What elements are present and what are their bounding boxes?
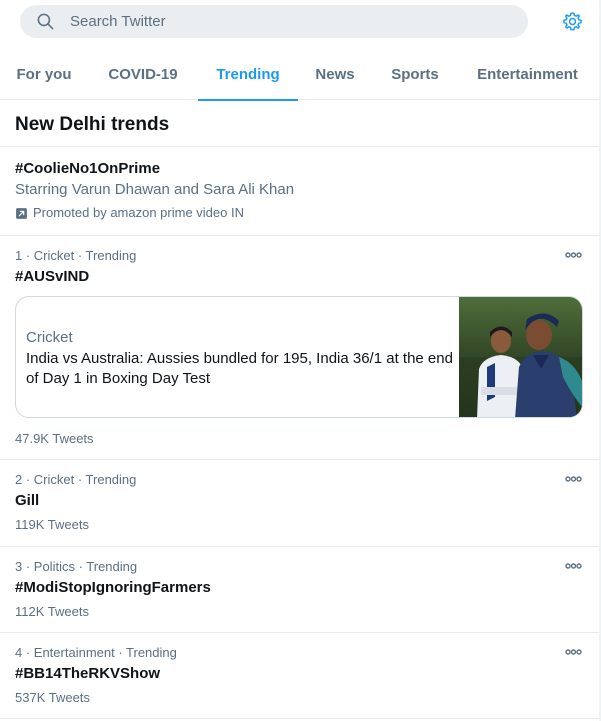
news-card-category: Cricket <box>26 329 73 346</box>
more-icon[interactable] <box>565 475 582 483</box>
trend-tweet-count: 112K Tweets <box>15 604 89 619</box>
news-card-headline: India vs Australia: Aussies bundled for 195, India 36/1 at the end of Day 1 in Boxing Day Test <box>26 350 453 387</box>
trend-name: #ModiStopIgnoringFarmers <box>15 579 211 596</box>
news-card[interactable] <box>15 296 583 418</box>
trend-item[interactable] <box>0 236 599 460</box>
trend-meta: 4 · Entertainment · Trending <box>15 645 177 660</box>
search-input[interactable] <box>70 5 510 38</box>
gear-icon[interactable] <box>562 11 583 32</box>
trend-tweet-count: 537K Tweets <box>15 690 90 705</box>
promoted-trend-name: #CoolieNo1OnPrime <box>15 160 161 177</box>
promoted-icon <box>15 207 28 220</box>
trend-meta: 1 · Cricket · Trending <box>15 248 137 263</box>
tab-for-you[interactable]: For you <box>16 65 72 83</box>
search-row <box>20 5 590 38</box>
tab-sports[interactable]: Sports <box>391 65 439 83</box>
trend-meta: 3 · Politics · Trending <box>15 559 138 574</box>
explore-tabs <box>0 48 599 100</box>
trend-meta: 2 · Cricket · Trending <box>15 472 137 487</box>
section-title: New Delhi trends <box>0 101 599 147</box>
trend-name: Gill <box>15 492 40 509</box>
more-icon[interactable] <box>565 648 582 656</box>
news-card-text <box>26 328 456 389</box>
trend-name: #AUSvIND <box>15 268 90 285</box>
trend-tweet-count: 47.9K Tweets <box>15 431 94 446</box>
promoted-trend-subtitle: Starring Varun Dhawan and Sara Ali Khan <box>15 181 295 198</box>
more-icon[interactable] <box>565 251 582 259</box>
more-icon[interactable] <box>565 562 582 570</box>
tab-news[interactable]: News <box>315 65 355 83</box>
tab-trending[interactable] <box>198 48 298 100</box>
promoted-trend[interactable] <box>0 147 599 236</box>
trend-item[interactable] <box>0 633 599 719</box>
trend-item[interactable] <box>0 547 599 633</box>
search-icon <box>36 12 55 31</box>
trend-name: #BB14TheRKVShow <box>15 665 161 682</box>
tab-entertainment[interactable]: Entertainment <box>477 65 578 83</box>
promoted-by-text: Promoted by amazon prime video IN <box>33 205 244 220</box>
trend-tweet-count: 119K Tweets <box>15 517 89 532</box>
tab-covid-19[interactable]: COVID-19 <box>108 65 178 83</box>
trend-item[interactable] <box>0 460 599 547</box>
tab-trending-label: Trending <box>216 65 280 83</box>
search-box[interactable] <box>20 5 528 38</box>
promoted-label <box>15 205 584 221</box>
news-card-image <box>459 297 582 418</box>
